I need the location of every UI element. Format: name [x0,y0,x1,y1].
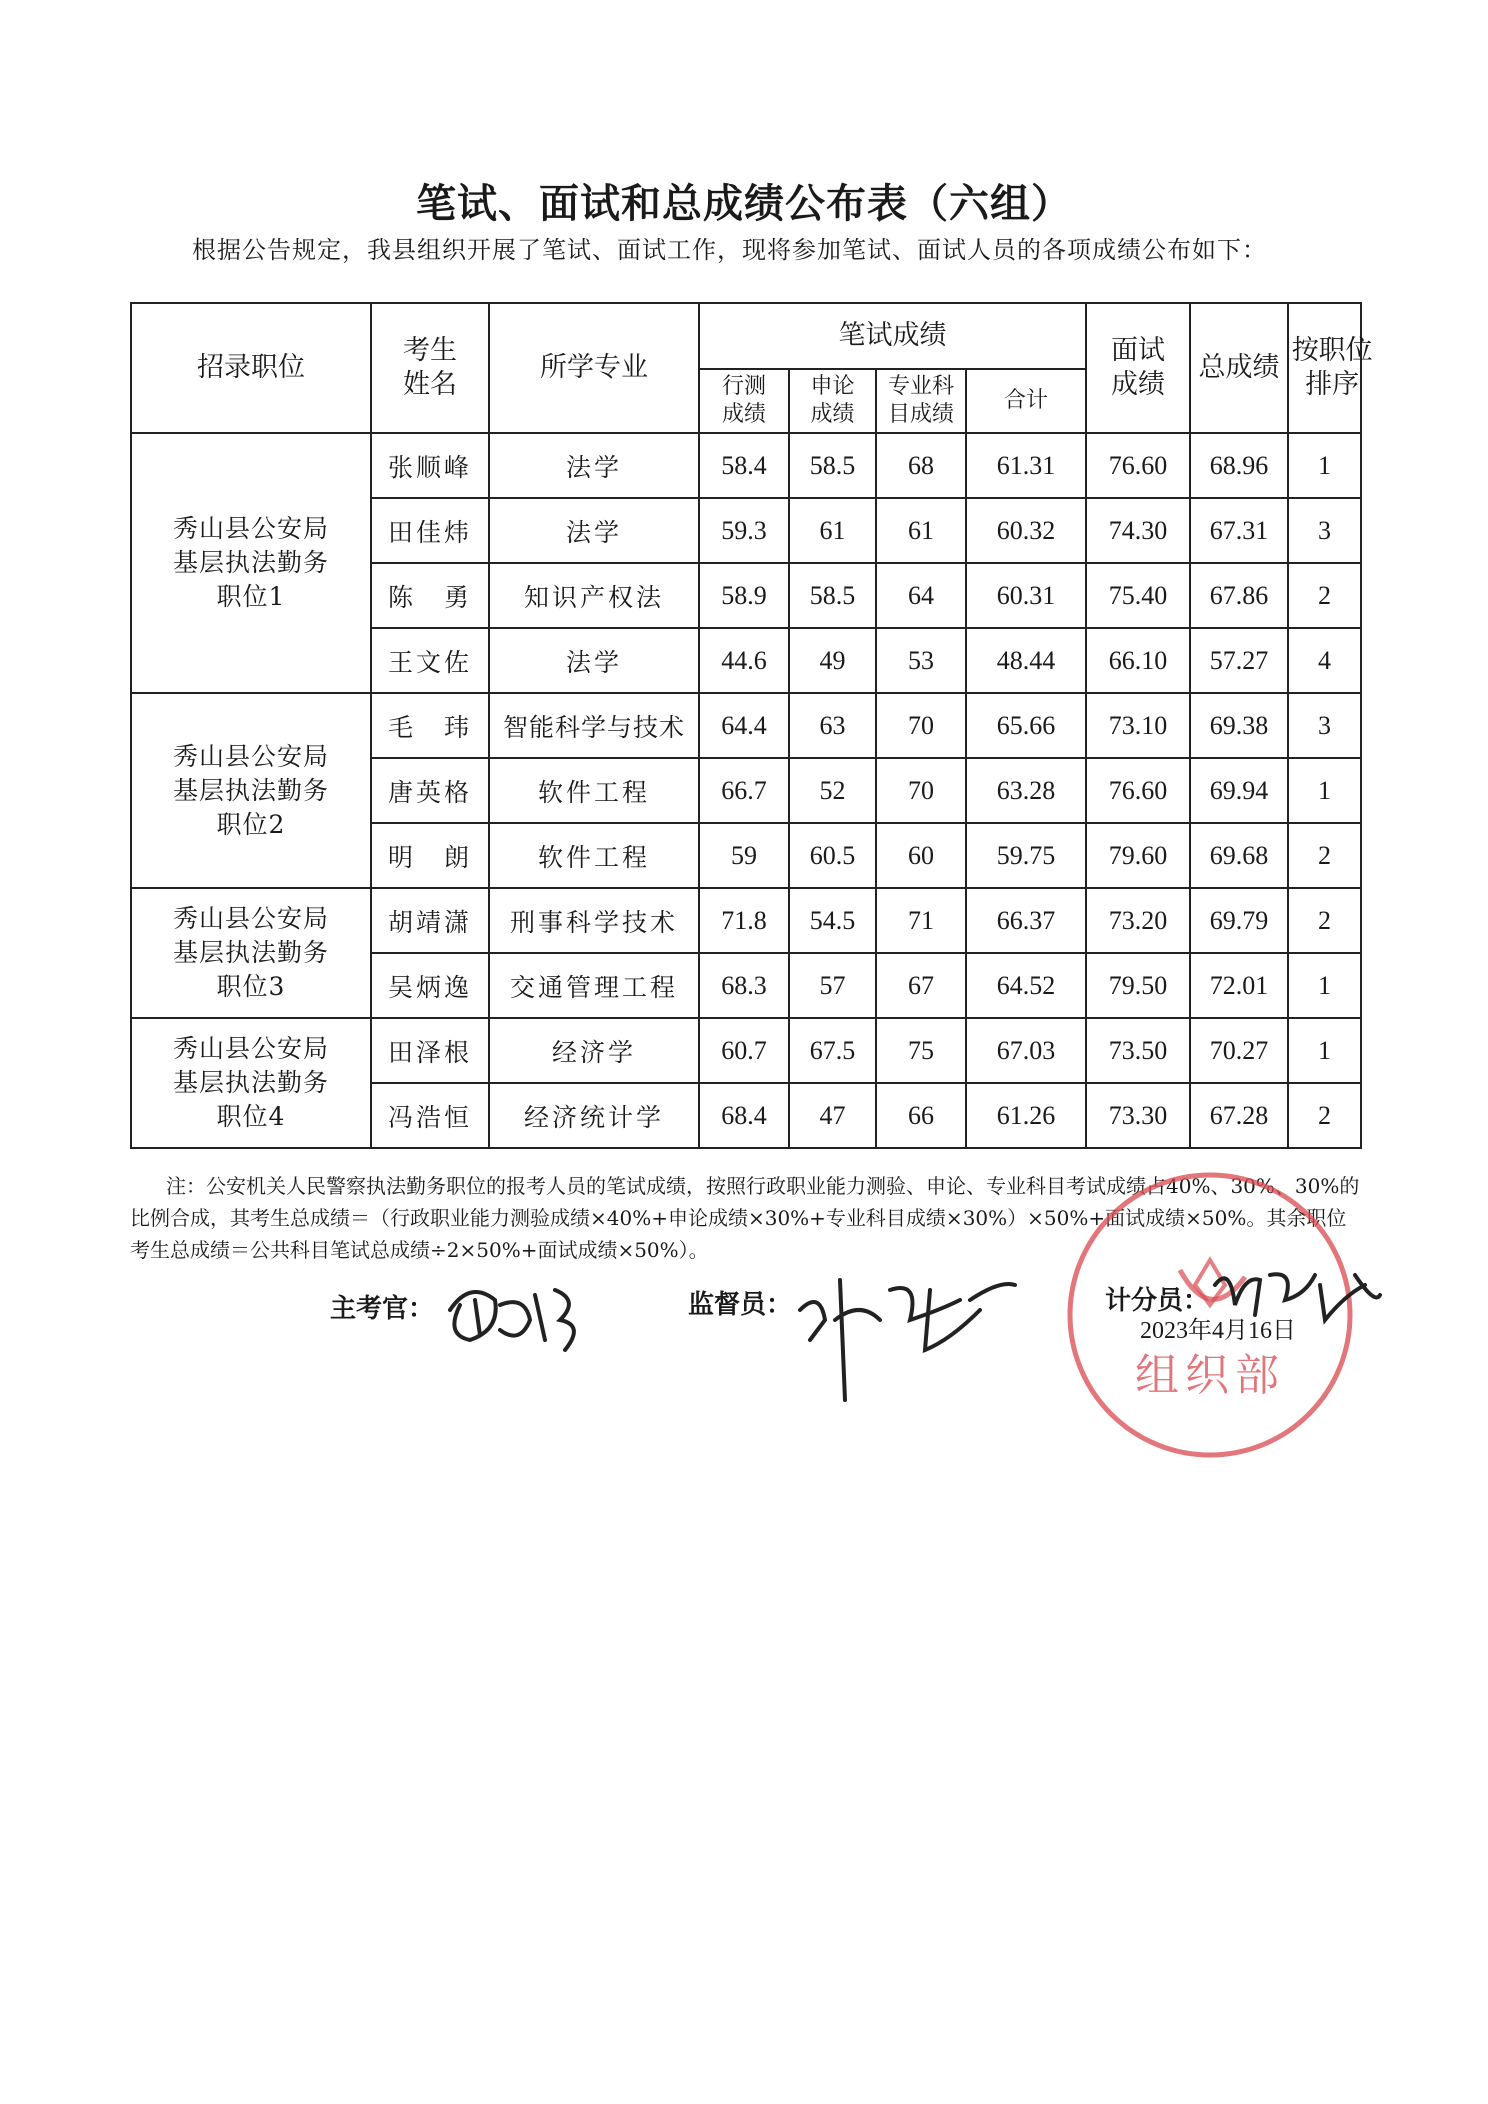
name-cell: 张顺峰 [371,433,489,498]
zhuanye-cell: 66 [876,1083,966,1148]
table-row [131,1018,1361,1083]
supervisor-signature [790,1250,1020,1410]
heji-cell: 61.31 [966,433,1086,498]
zhuanye-cell: 60 [876,823,966,888]
score-table [130,302,1373,1149]
header-written: 笔试成绩 [699,303,1086,369]
position-text: 秀山县公安局基层执法勤务职位4 [172,1034,329,1131]
rank-cell: 1 [1288,953,1361,1018]
major-cell: 经济学 [489,1018,699,1083]
major-cell: 软件工程 [489,758,699,823]
header-rank [1288,303,1373,433]
rank-cell: 4 [1288,628,1361,693]
total-cell: 68.96 [1190,433,1288,498]
xingce-cell: 60.7 [699,1018,789,1083]
name-cell: 明 朗 [371,823,489,888]
xingce-cell: 71.8 [699,888,789,953]
heji-cell: 67.03 [966,1018,1086,1083]
interview-cell: 75.40 [1086,563,1190,628]
zhuanye-cell: 64 [876,563,966,628]
major-cell: 经济统计学 [489,1083,699,1148]
rank-cell: 3 [1288,498,1361,563]
header-zhuanye-text: 专业科目成绩 [887,374,954,427]
heji-cell: 59.75 [966,823,1086,888]
major-cell: 法学 [489,498,699,563]
position-text: 秀山县公安局基层执法勤务职位2 [172,741,329,839]
heji-cell: 66.37 [966,888,1086,953]
total-cell: 67.28 [1190,1083,1288,1148]
position-cell [131,433,371,693]
heji-cell: 60.31 [966,563,1086,628]
major-cell: 刑事科学技术 [489,888,699,953]
zhuanye-cell: 70 [876,758,966,823]
footnote-text: 注：公安机关人民警察执法勤务职位的报考人员的笔试成绩，按照行政职业能力测验、申论、专业科目考试成绩占40%、30%、30%的比例合成，其考生总成绩＝（行政职业能力测验成绩×40%+申论成绩×30%+专业科目成绩×30%）×50%+面试成绩×50%。其余职位考生总成绩＝公共科目笔试总成绩÷2×50%+面试成绩×50%）。 [130,1174,1360,1262]
total-cell: 69.38 [1190,693,1288,758]
zhuanye-cell: 71 [876,888,966,953]
shenlun-cell: 58.5 [789,433,876,498]
heji-cell: 63.28 [966,758,1086,823]
heji-cell: 61.26 [966,1083,1086,1148]
xingce-cell: 44.6 [699,628,789,693]
zhuanye-cell: 75 [876,1018,966,1083]
header-shenlun [789,369,876,433]
examiner-signature [440,1270,620,1360]
rank-cell: 1 [1288,758,1361,823]
shenlun-cell: 67.5 [789,1018,876,1083]
heji-cell: 60.32 [966,498,1086,563]
name-cell: 胡靖潇 [371,888,489,953]
header-total: 总成绩 [1190,303,1288,433]
total-cell: 57.27 [1190,628,1288,693]
header-interview [1086,303,1190,433]
table-row [131,693,1361,758]
interview-cell: 73.20 [1086,888,1190,953]
interview-cell: 66.10 [1086,628,1190,693]
rank-cell: 2 [1288,888,1361,953]
xingce-cell: 68.3 [699,953,789,1018]
major-cell: 软件工程 [489,823,699,888]
name-cell: 吴炳逸 [371,953,489,1018]
heji-cell: 65.66 [966,693,1086,758]
shenlun-cell: 49 [789,628,876,693]
major-cell: 交通管理工程 [489,953,699,1018]
header-major: 所学专业 [489,303,699,433]
total-cell: 67.31 [1190,498,1288,563]
rank-cell: 2 [1288,563,1361,628]
xingce-cell: 64.4 [699,693,789,758]
shenlun-cell: 61 [789,498,876,563]
header-interview-text: 面试成绩 [1110,335,1165,400]
rank-cell: 1 [1288,1018,1361,1083]
xingce-cell: 58.4 [699,433,789,498]
interview-cell: 73.30 [1086,1083,1190,1148]
position-text: 秀山县公安局基层执法勤务职位3 [172,904,329,1001]
rank-cell: 2 [1288,1083,1361,1148]
major-cell: 法学 [489,433,699,498]
shenlun-cell: 54.5 [789,888,876,953]
scorer-label: 计分员： [1105,1286,1210,1316]
xingce-cell: 59 [699,823,789,888]
position-cell [131,888,371,1018]
examiner-label: 主考官： [330,1294,435,1324]
shenlun-cell: 47 [789,1083,876,1148]
rank-cell: 2 [1288,823,1361,888]
header-shenlun-text: 申论成绩 [810,374,855,427]
header-xingce-text: 行测成绩 [721,374,766,427]
signature-stroke [450,1290,574,1350]
header-heji: 合计 [966,369,1086,433]
zhuanye-cell: 67 [876,953,966,1018]
header-zhuanye [876,369,966,433]
name-cell: 陈 勇 [371,563,489,628]
shenlun-cell: 60.5 [789,823,876,888]
zhuanye-cell: 61 [876,498,966,563]
major-cell: 知识产权法 [489,563,699,628]
position-cell [131,693,371,888]
xingce-cell: 68.4 [699,1083,789,1148]
supervisor-label: 监督员： [688,1290,793,1320]
zhuanye-cell: 70 [876,693,966,758]
heji-cell: 64.52 [966,953,1086,1018]
interview-cell: 76.60 [1086,758,1190,823]
position-cell [131,1018,371,1148]
seal-text: 组织部 [1135,1350,1285,1401]
total-cell: 72.01 [1190,953,1288,1018]
signature-date: 2023年4月16日 [1140,1318,1296,1344]
zhuanye-cell: 68 [876,433,966,498]
rank-cell: 3 [1288,693,1361,758]
shenlun-cell: 52 [789,758,876,823]
total-cell: 69.79 [1190,888,1288,953]
shenlun-cell: 58.5 [789,563,876,628]
major-cell: 智能科学与技术 [489,693,699,758]
header-position: 招录职位 [131,303,371,433]
position-text: 秀山县公安局基层执法勤务职位1 [172,514,329,611]
name-cell: 田泽根 [371,1018,489,1083]
rank-cell: 1 [1288,433,1361,498]
heji-cell: 48.44 [966,628,1086,693]
intro-paragraph: 根据公告规定，我县组织开展了笔试、面试工作，现将参加笔试、面试人员的各项成绩公布如下： [192,236,1267,264]
interview-cell: 76.60 [1086,433,1190,498]
header-name [371,303,489,433]
interview-cell: 79.60 [1086,823,1190,888]
signature-stroke [800,1280,1015,1400]
interview-cell: 74.30 [1086,498,1190,563]
name-cell: 王文佐 [371,628,489,693]
total-cell: 69.68 [1190,823,1288,888]
interview-cell: 79.50 [1086,953,1190,1018]
shenlun-cell: 57 [789,953,876,1018]
interview-cell: 73.50 [1086,1018,1190,1083]
shenlun-cell: 63 [789,693,876,758]
xingce-cell: 66.7 [699,758,789,823]
zhuanye-cell: 53 [876,628,966,693]
name-cell: 毛 玮 [371,693,489,758]
xingce-cell: 58.9 [699,563,789,628]
header-name-text: 考生姓名 [402,335,457,400]
table-row [131,433,1361,498]
table-row [131,888,1361,953]
total-cell: 67.86 [1190,563,1288,628]
interview-cell: 73.10 [1086,693,1190,758]
header-xingce [699,369,789,433]
name-cell: 田佳炜 [371,498,489,563]
total-cell: 69.94 [1190,758,1288,823]
name-cell: 唐英格 [371,758,489,823]
xingce-cell: 59.3 [699,498,789,563]
header-rank-text: 按职位排序 [1291,335,1373,400]
page-title: 笔试、面试和总成绩公布表（六组） [416,180,1072,227]
major-cell: 法学 [489,628,699,693]
name-cell: 冯浩恒 [371,1083,489,1148]
total-cell: 70.27 [1190,1018,1288,1083]
